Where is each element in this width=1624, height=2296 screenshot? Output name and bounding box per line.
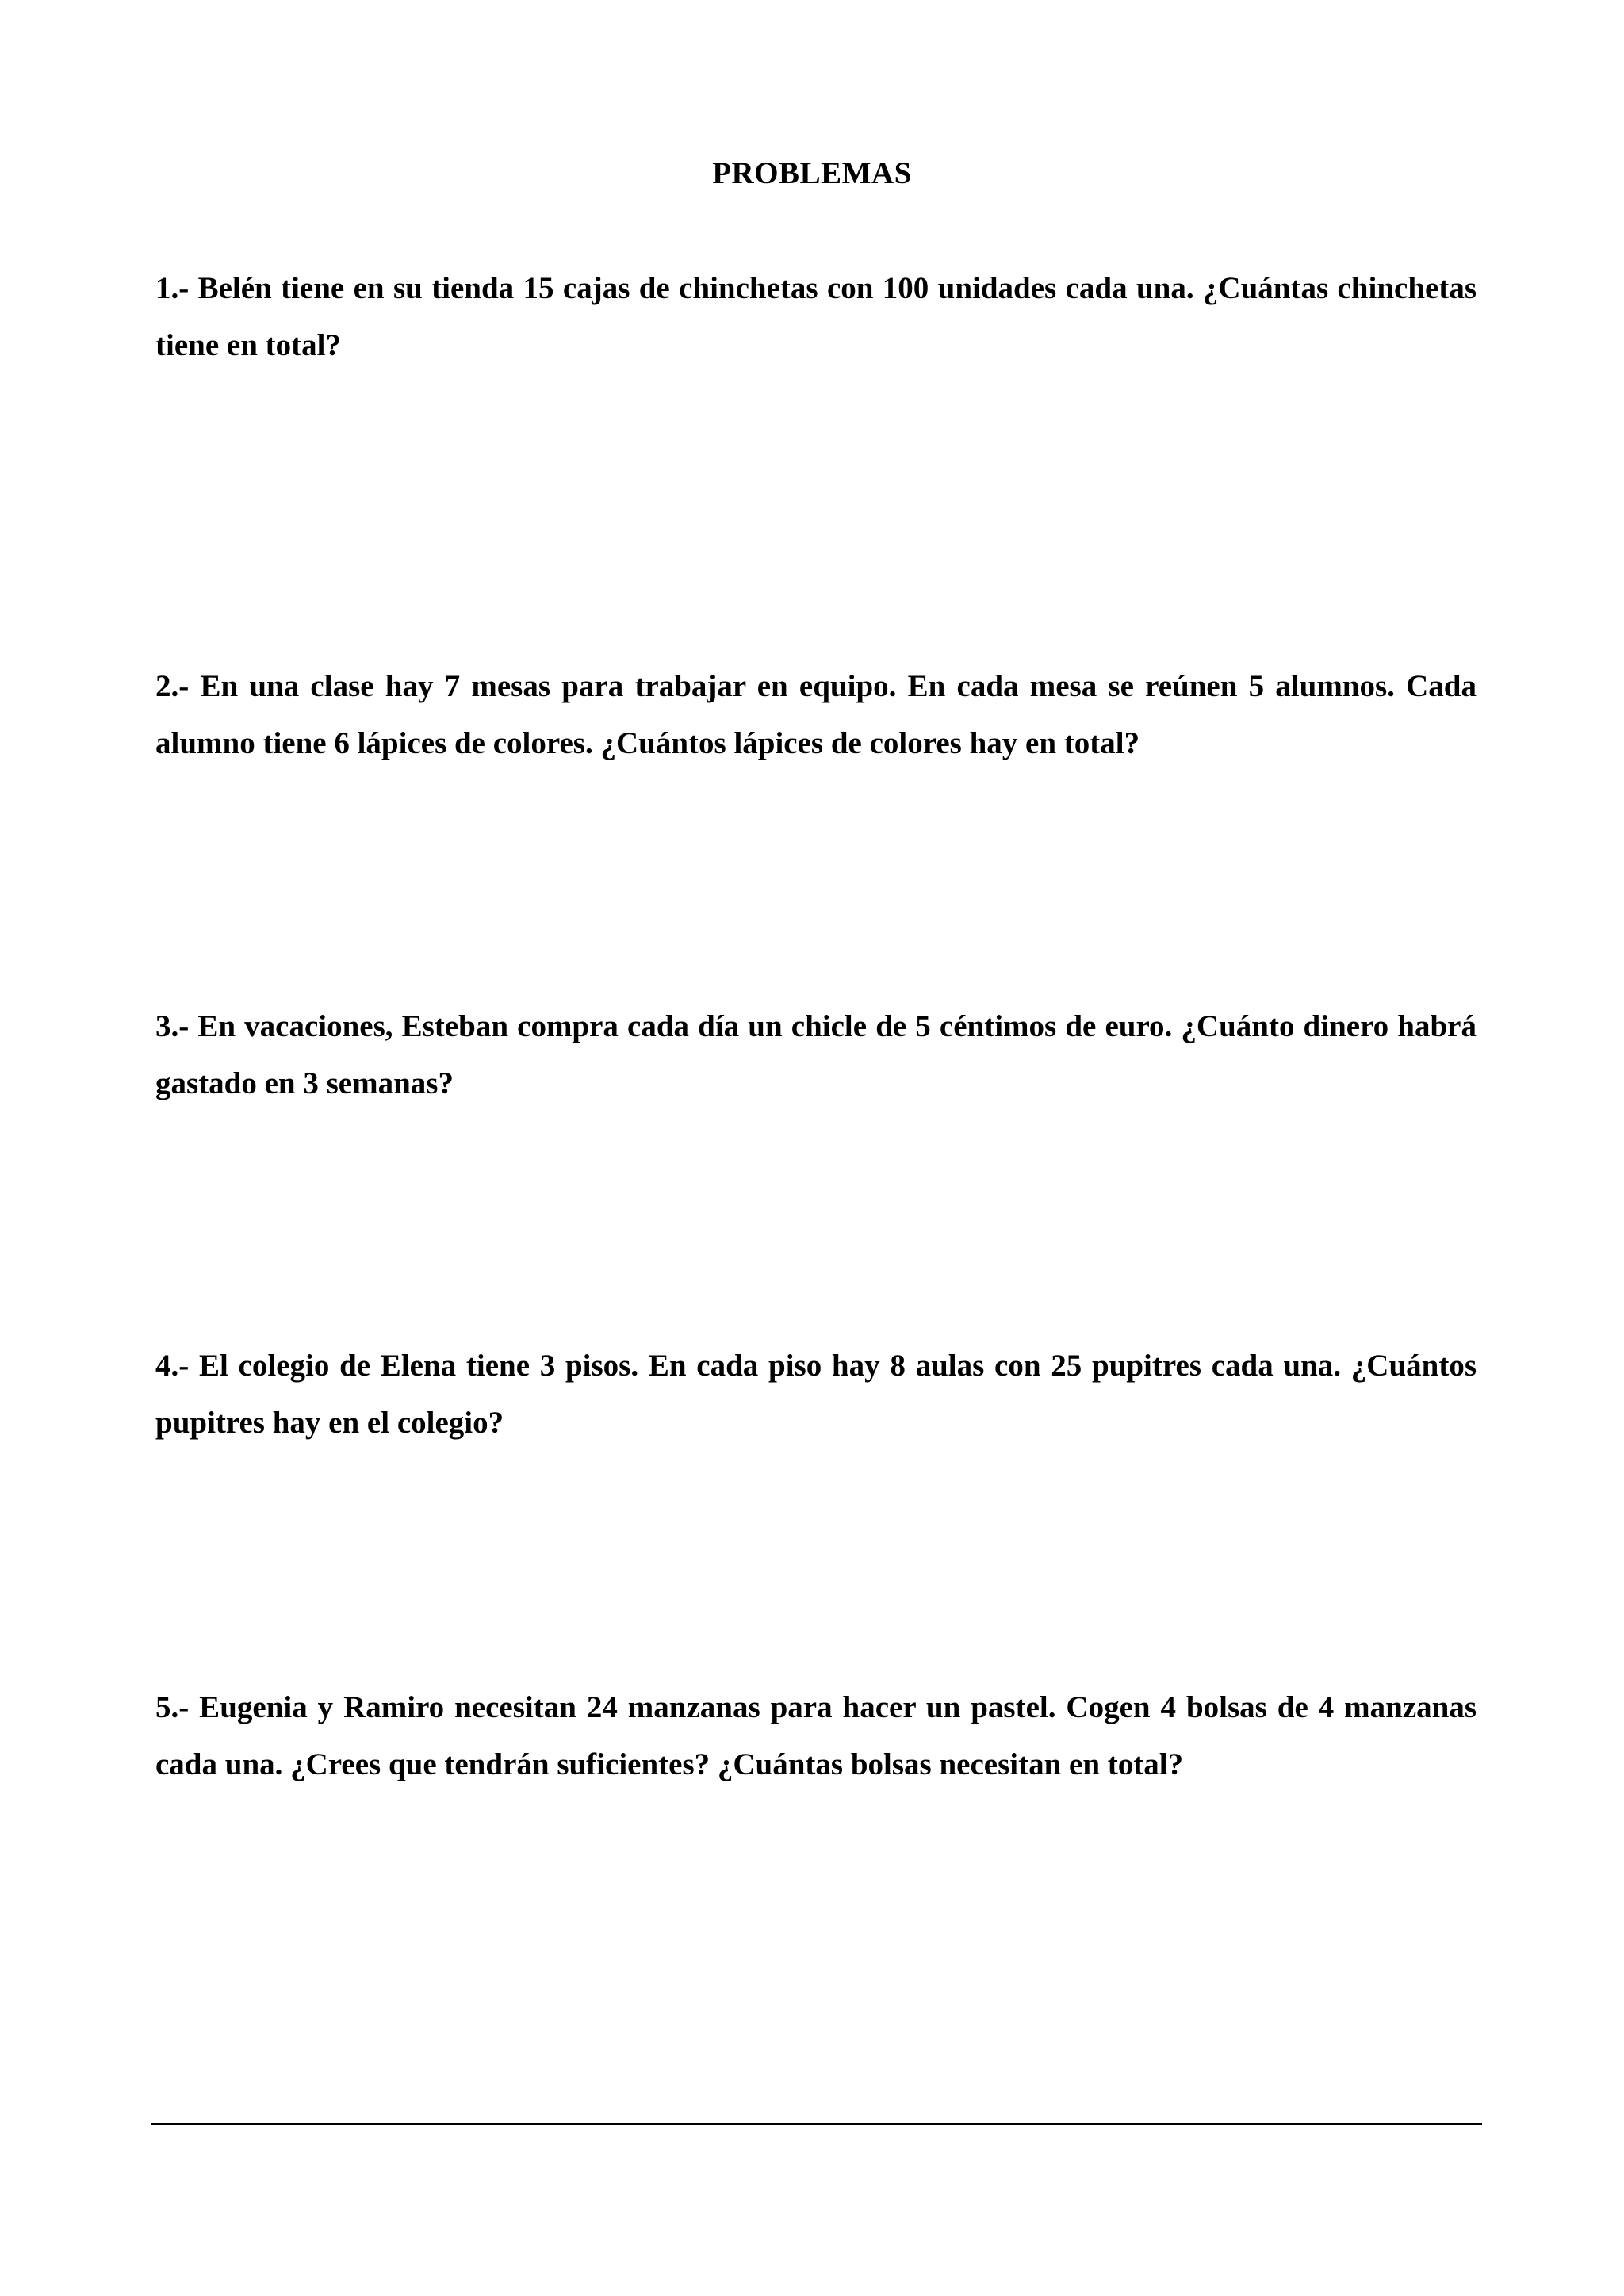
page-title: PROBLEMAS bbox=[712, 156, 912, 190]
problem-5: 5.- Eugenia y Ramiro necesitan 24 manzanas para hacer un pastel. Cogen 4 bolsas de 4 manzanas cada una. ¿Crees que tendrán suficientes? ¿Cuántas bolsas necesitan en total? bbox=[155, 1690, 1477, 1781]
problem-4: 4.- El colegio de Elena tiene 3 pisos. En cada piso hay 8 aulas con 25 pupitres cada una. ¿Cuántos pupitres hay en el colegio? bbox=[155, 1349, 1477, 1440]
problem-1: 1.- Belén tiene en su tienda 15 cajas de chinchetas con 100 unidades cada una. ¿Cuántas chinchetas tiene en total? bbox=[155, 271, 1477, 362]
problem-2: 2.- En una clase hay 7 mesas para trabajar en equipo. En cada mesa se reúnen 5 alumnos. Cada alumno tiene 6 lápices de colores. ¿Cuántos lápices de colores hay en total? bbox=[155, 669, 1477, 760]
footer-divider bbox=[151, 2123, 1482, 2125]
problem-3: 3.- En vacaciones, Esteban compra cada día un chicle de 5 céntimos de euro. ¿Cuánto dinero habrá gastado en 3 semanas? bbox=[155, 1009, 1477, 1100]
